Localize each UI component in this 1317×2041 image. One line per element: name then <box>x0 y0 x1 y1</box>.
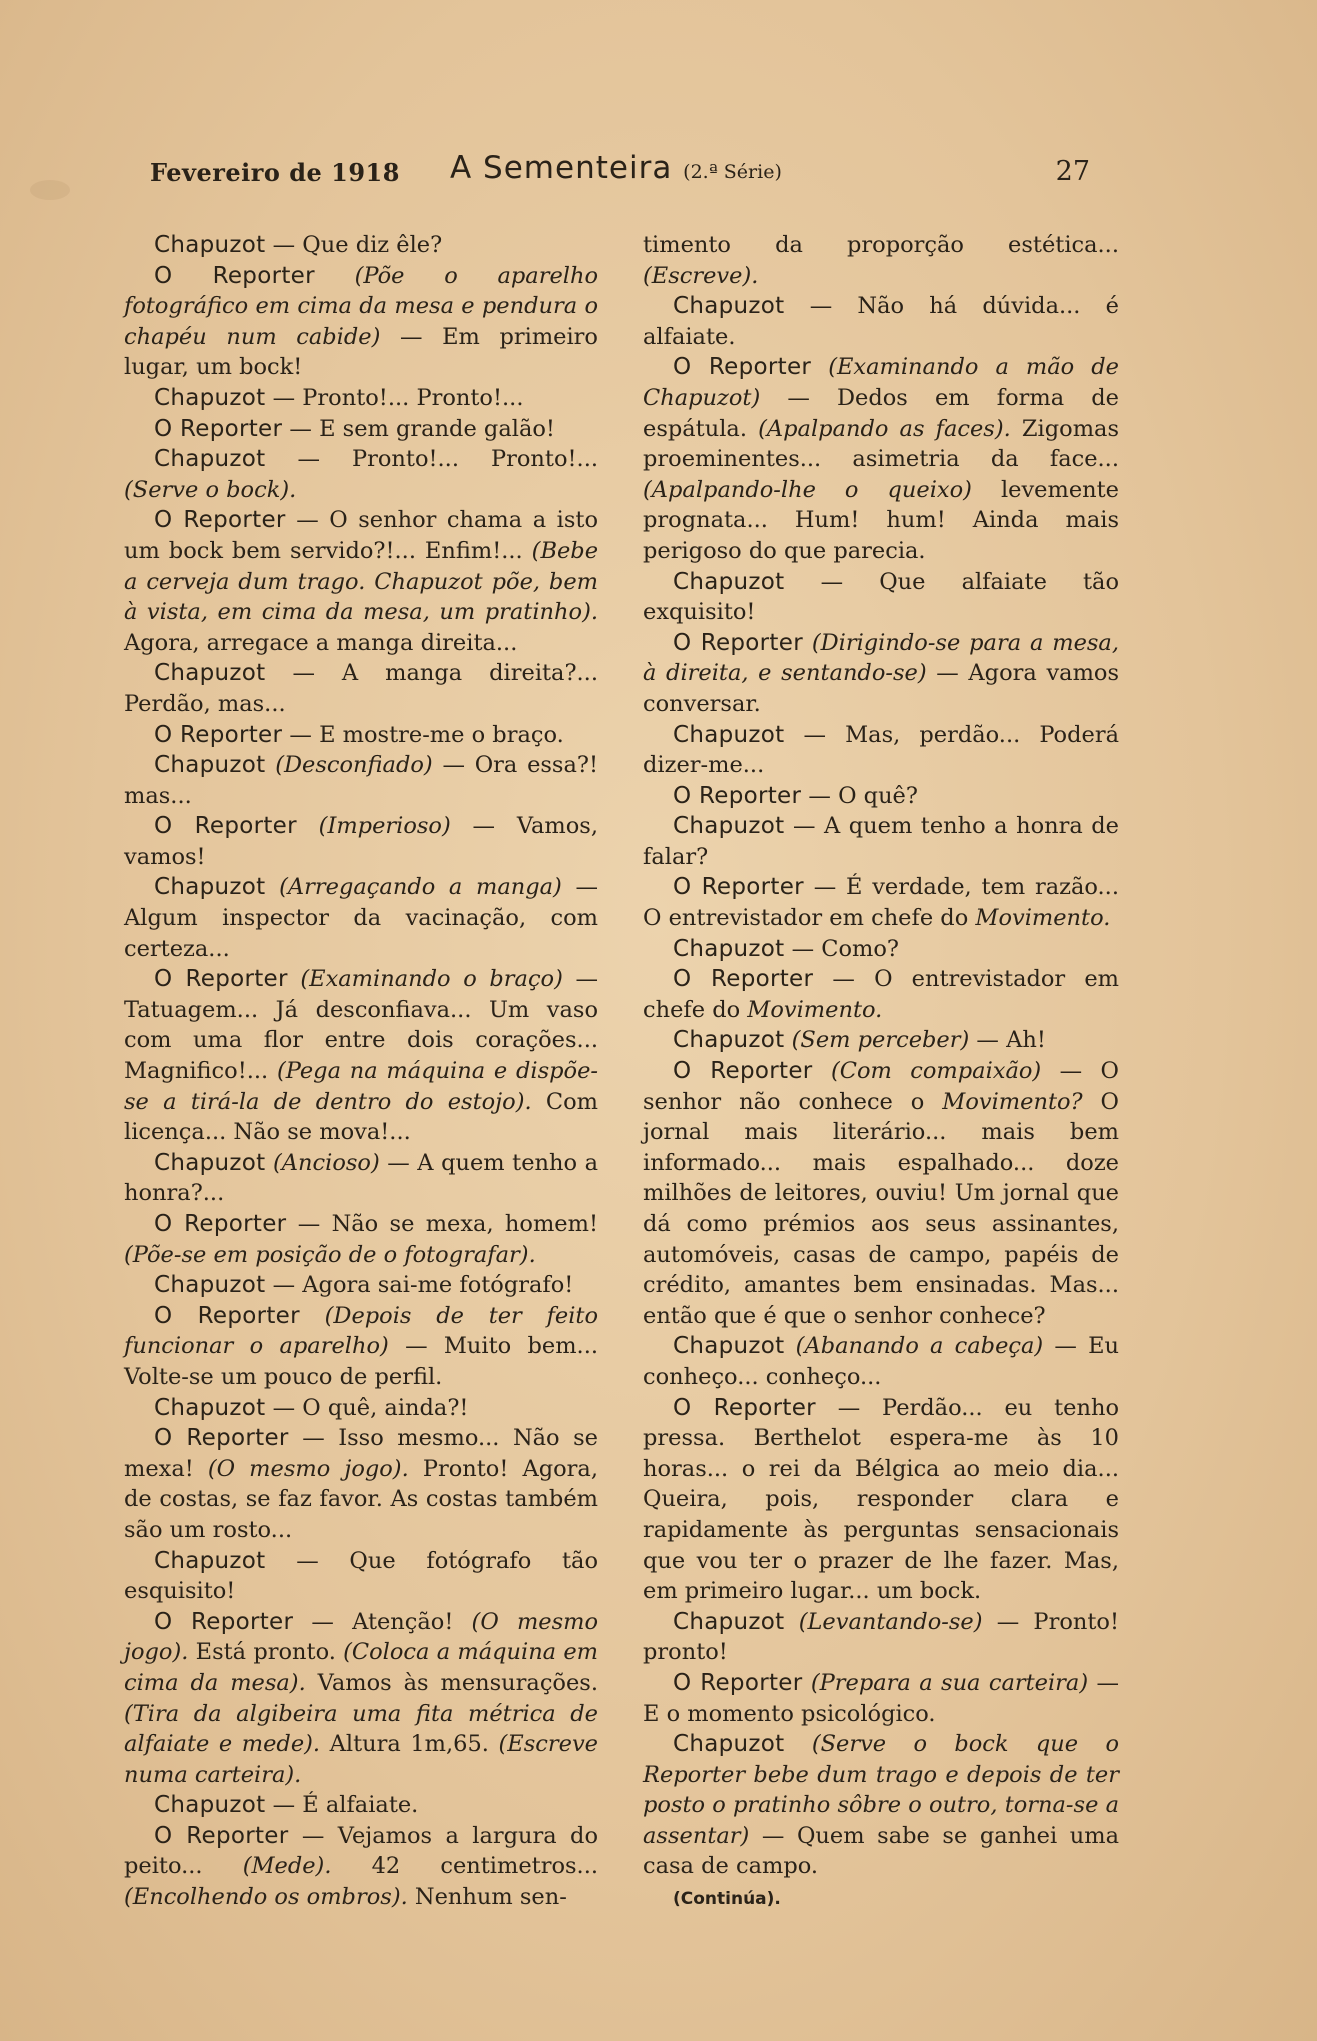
stage-direction: (Examinando a mão de Chapuzot) <box>643 354 1119 411</box>
speaker-name: Chapuzot <box>673 1731 785 1758</box>
page-header <box>150 148 1090 192</box>
stage-direction: (Desconfiado) <box>265 752 433 779</box>
speaker-name: O Reporter <box>673 782 802 809</box>
dialogue-paragraph <box>643 1729 1119 1882</box>
dialogue-text: — Em primeiro lugar, um bock! <box>124 323 598 381</box>
speaker-name: O Reporter <box>673 629 803 656</box>
dialogue-text: — Algum inspector da vacinação, com certeza... <box>124 874 598 962</box>
dialogue-paragraph <box>124 1821 598 1913</box>
dialogue-text: — Muito bem... Volte-se um pouco de perfil. <box>124 1333 599 1390</box>
dialogue-paragraph <box>643 1056 1119 1331</box>
dialogue-text: — Que alfaiate tão exquisito! <box>643 568 1119 626</box>
stage-direction: (O mesmo jogo). <box>124 1608 599 1666</box>
speaker-name: Chapuzot <box>154 1547 266 1574</box>
speaker-name: Chapuzot <box>673 293 785 320</box>
speaker-name: O Reporter <box>154 1822 289 1849</box>
stage-direction: (Arregaçando a manga) <box>265 874 562 901</box>
dialogue-paragraph <box>124 1148 598 1209</box>
issue-date: Fevereiro de 1918 <box>150 158 400 187</box>
dialogue-paragraph <box>643 934 1119 965</box>
stage-direction: (Serve o bock). <box>124 476 297 503</box>
stage-direction: (Ancioso) <box>265 1149 380 1176</box>
dialogue-paragraph <box>124 383 598 414</box>
stage-direction: (Escreve). <box>643 262 759 289</box>
speaker-name: O Reporter <box>154 1425 289 1452</box>
publication-title <box>450 150 782 186</box>
dialogue-text: — Quem sabe se ganhei uma casa de campo. <box>643 1822 1119 1880</box>
dialogue-paragraph <box>643 872 1119 933</box>
speaker-name: O Reporter <box>673 1394 816 1421</box>
dialogue-paragraph <box>124 1393 598 1424</box>
stage-direction: (Depois de ter feito funcionar o aparelho) <box>124 1302 598 1360</box>
dialogue-text: Com licença... Não se mova!... <box>124 1088 599 1146</box>
dialogue-text: — O senhor não conhece o <box>643 1058 1119 1115</box>
stage-direction: (Dirigindo-se para a mesa, à direita, e sentando-se) <box>643 629 1119 687</box>
speaker-name: Chapuzot <box>154 446 266 473</box>
dialogue-paragraph <box>643 1607 1119 1668</box>
dialogue-text: — Ah! <box>969 1027 1046 1054</box>
speaker-name: Chapuzot <box>154 660 266 687</box>
dialogue-paragraph <box>124 750 598 811</box>
dialogue-paragraph <box>643 230 1119 291</box>
speaker-name: O Reporter <box>154 262 315 289</box>
dialogue-text: — Não se mexa, homem! <box>286 1211 598 1237</box>
dialogue-paragraph <box>643 628 1119 720</box>
dialogue-text: — Vamos, vamos! <box>124 813 598 870</box>
dialogue-text: — Pronto!... Pronto!... <box>265 384 524 411</box>
speaker-name: O Reporter <box>673 966 814 993</box>
speaker-name: Chapuzot <box>154 232 266 258</box>
series-label: (2.ª Série) <box>683 161 782 183</box>
stage-direction: (Pega na máquina e dispõe-se a tirá-la de dentro do estojo). <box>124 1058 598 1115</box>
stage-direction: (Coloca a máquina em cima da mesa). <box>124 1639 599 1696</box>
dialogue-text: Nenhum sen- <box>407 1884 567 1911</box>
dialogue-paragraph <box>124 872 598 964</box>
speaker-name: Chapuzot <box>154 384 266 411</box>
stage-direction: (Levantando-se) <box>784 1608 983 1635</box>
dialogue-text: — Ora essa?! mas... <box>124 752 598 809</box>
speaker-name: Chapuzot <box>673 813 785 840</box>
stage-direction: (Serve o bock que o Reporter bebe dum trago e depois de ter posto o pratinho sôbre o outro, torna-se a assentar) <box>643 1731 1119 1849</box>
dialogue-text: — Vejamos a largura do peito... <box>124 1822 599 1880</box>
dialogue-paragraph <box>643 1668 1119 1729</box>
dialogue-text: — Eu conheço... conheço... <box>643 1333 1119 1390</box>
dialogue-paragraph <box>124 505 598 658</box>
dialogue-paragraph <box>124 811 598 872</box>
paper-stain <box>30 180 70 200</box>
stage-direction: (Abanando a cabeça) <box>784 1333 1044 1360</box>
dialogue-text: — O quê, ainda?! <box>265 1394 469 1421</box>
dialogue-text: — Pronto! pronto! <box>643 1608 1119 1666</box>
speaker-name: O Reporter <box>673 1058 813 1085</box>
speaker-name: Chapuzot <box>154 1394 266 1421</box>
stage-direction: (Põe-se em posição de o fotografar). <box>124 1241 536 1268</box>
dialogue-text: — Dedos em forma de espátula. <box>643 384 1119 442</box>
stage-direction: (Põe o aparelho fotográfico em cima da mesa e pendura o chapéu num cabide) <box>124 262 599 350</box>
dialogue-text: — E o momento psicológico. <box>643 1669 1120 1727</box>
page-number: 27 <box>1055 156 1090 187</box>
speaker-name: O Reporter <box>673 874 804 901</box>
dialogue-text: — A manga direita?... Perdão, mas... <box>124 660 598 717</box>
speaker-name: Chapuzot <box>673 1608 785 1635</box>
dialogue-text: Agora, arregace a manga direita... <box>124 629 518 656</box>
dialogue-text: O jornal mais literário... mais bem informado... mais espalhado... doze milhões de leitores, ouviu! Um jornal que dá como prémios aos seus assinantes, automóveis, casas de campo, papéis de crédito, amantes bem ensinadas. Mas... então que é que o senhor conhece? <box>643 1088 1119 1329</box>
publication-name: A Sementeira <box>450 150 673 186</box>
dialogue-text: — Agora sai-me fotógrafo! <box>265 1272 574 1299</box>
dialogue-paragraph <box>124 444 598 505</box>
stage-direction: (Prepara a sua carteira) <box>802 1669 1089 1696</box>
dialogue-paragraph <box>643 1331 1119 1392</box>
dialogue-text: — Mas, perdão... Poderá dizer-me... <box>643 721 1119 779</box>
dialogue-paragraph <box>643 291 1119 352</box>
stage-direction: (Mede). <box>202 1853 332 1880</box>
stage-direction: Movimento. <box>740 996 883 1023</box>
speaker-name: Chapuzot <box>154 874 266 901</box>
left-column <box>124 230 598 1913</box>
speaker-name: O Reporter <box>154 507 286 534</box>
dialogue-paragraph <box>643 1393 1119 1607</box>
speaker-name: O Reporter <box>673 1669 803 1696</box>
dialogue-paragraph <box>124 1301 598 1393</box>
continuation-label: (Continúa). <box>673 1889 781 1910</box>
dialogue-paragraph <box>124 720 598 751</box>
speaker-name: Chapuzot <box>154 1792 266 1819</box>
speaker-name: Chapuzot <box>673 1333 785 1360</box>
dialogue-paragraph <box>643 352 1119 566</box>
stage-direction: (Escreve numa carteira). <box>124 1731 598 1788</box>
dialogue-text: — E sem grande galão! <box>282 415 555 442</box>
dialogue-text: — É verdade, tem razão... O entrevistador em chefe do <box>643 874 1119 932</box>
dialogue-paragraph <box>124 1790 598 1821</box>
right-column <box>643 230 1119 1915</box>
dialogue-text: Altura 1m,65. <box>320 1731 489 1758</box>
dialogue-text: Vamos às mensurações. <box>305 1669 598 1696</box>
dialogue-paragraph <box>124 1209 598 1270</box>
dialogue-text: — É alfaiate. <box>265 1792 419 1819</box>
dialogue-text: Pronto! Agora, de costas, se faz favor. As costas também são um rosto... <box>124 1455 598 1543</box>
speaker-name: O Reporter <box>154 721 283 748</box>
speaker-name: O Reporter <box>154 1302 300 1329</box>
dialogue-text: timento da proporção estética... <box>643 232 1119 258</box>
dialogue-text: — O quê? <box>801 782 918 809</box>
dialogue-text: — O entrevistador em chefe do <box>643 966 1119 1023</box>
dialogue-text: — Isso mesmo... Não se mexa! <box>124 1425 598 1482</box>
dialogue-text: — Que fotógrafo tão esquisito! <box>124 1547 598 1605</box>
stage-direction: (Imperioso) <box>296 813 451 840</box>
dialogue-text: — A quem tenho a honra?... <box>124 1149 598 1207</box>
speaker-name: O Reporter <box>154 966 288 993</box>
speaker-name: Chapuzot <box>673 1027 785 1054</box>
dialogue-paragraph <box>124 230 598 261</box>
speaker-name: O Reporter <box>673 354 812 381</box>
stage-direction: (Apalpando-lhe o queixo) <box>643 476 972 503</box>
continuation-note <box>643 1882 1119 1915</box>
dialogue-paragraph <box>643 720 1119 781</box>
dialogue-text: — Pronto!... Pronto!... <box>265 446 598 473</box>
dialogue-text: levemente prognata... Hum! hum! Ainda mais perigoso do que parecia. <box>643 476 1119 564</box>
stage-direction: (Apalpando as faces). <box>746 415 1011 442</box>
speaker-name: Chapuzot <box>673 568 785 595</box>
dialogue-paragraph <box>124 1546 598 1607</box>
stage-direction: (O mesmo jogo). <box>193 1455 409 1482</box>
dialogue-paragraph <box>643 964 1119 1025</box>
dialogue-text: — Tatuagem... Já desconfiava... Um vaso com uma flor entre dois corações... Magnifico!... <box>124 966 599 1085</box>
speaker-name: O Reporter <box>154 415 283 442</box>
speaker-name: Chapuzot <box>673 721 785 748</box>
dialogue-paragraph <box>643 567 1119 628</box>
dialogue-text: — Atenção! <box>293 1608 454 1635</box>
speaker-name: O Reporter <box>154 1211 287 1237</box>
speaker-name: O Reporter <box>154 813 297 840</box>
dialogue-paragraph <box>124 414 598 445</box>
dialogue-text: — Que diz êle? <box>265 232 443 258</box>
speaker-name: Chapuzot <box>154 1149 266 1176</box>
speaker-name: Chapuzot <box>154 752 266 779</box>
dialogue-text: Zigomas proeminentes... asimetria da face... <box>643 415 1119 473</box>
dialogue-text: Está pronto. <box>188 1639 336 1666</box>
stage-direction: (Com compaixão) <box>812 1058 1042 1085</box>
stage-direction: (Bebe a cerveja dum trago. Chapuzot põe, bem à vista, em cima da mesa, um pratinho). <box>124 537 599 626</box>
speaker-name: Chapuzot <box>673 935 785 962</box>
dialogue-paragraph <box>124 1423 598 1545</box>
dialogue-paragraph <box>643 781 1119 812</box>
dialogue-text: — A quem tenho a honra de falar? <box>643 813 1119 870</box>
dialogue-text: — Não há dúvida... é alfaiate. <box>643 293 1119 350</box>
speaker-name: Chapuzot <box>154 1272 266 1299</box>
speaker-name: O Reporter <box>154 1608 294 1635</box>
stage-direction: Movimento? <box>924 1088 1083 1115</box>
dialogue-paragraph <box>124 964 598 1148</box>
dialogue-text: — Perdão... eu tenho pressa. Berthelot espera-me às 10 horas... o rei da Bélgica ao meio dia... Queira, pois, responder clara e rapidamente às perguntas sensacionais que vou ter o prazer de lhe fazer. Mas, em primeiro lugar... um bock. <box>643 1394 1119 1605</box>
stage-direction: (Tira da algibeira uma fita métrica de alfaiate e mede). <box>124 1700 598 1758</box>
dialogue-paragraph <box>124 1607 598 1791</box>
dialogue-paragraph <box>643 1025 1119 1056</box>
dialogue-text: 42 centimetros... <box>331 1853 598 1880</box>
stage-direction: Movimento. <box>968 905 1111 932</box>
dialogue-paragraph <box>124 261 598 383</box>
stage-direction: (Examinando o braço) <box>287 966 563 993</box>
dialogue-paragraph <box>124 1270 598 1301</box>
dialogue-text: — E mostre-me o braço. <box>282 721 564 748</box>
stage-direction: (Sem perceber) <box>784 1027 970 1054</box>
stage-direction: (Encolhendo os ombros). <box>124 1884 408 1911</box>
dialogue-paragraph <box>124 658 598 719</box>
dialogue-paragraph <box>643 811 1119 872</box>
dialogue-text: — Agora vamos conversar. <box>643 660 1119 717</box>
dialogue-text: — Como? <box>784 935 899 962</box>
dialogue-text: — O senhor chama a isto um bock bem servido?!... Enfim!... <box>124 507 598 564</box>
